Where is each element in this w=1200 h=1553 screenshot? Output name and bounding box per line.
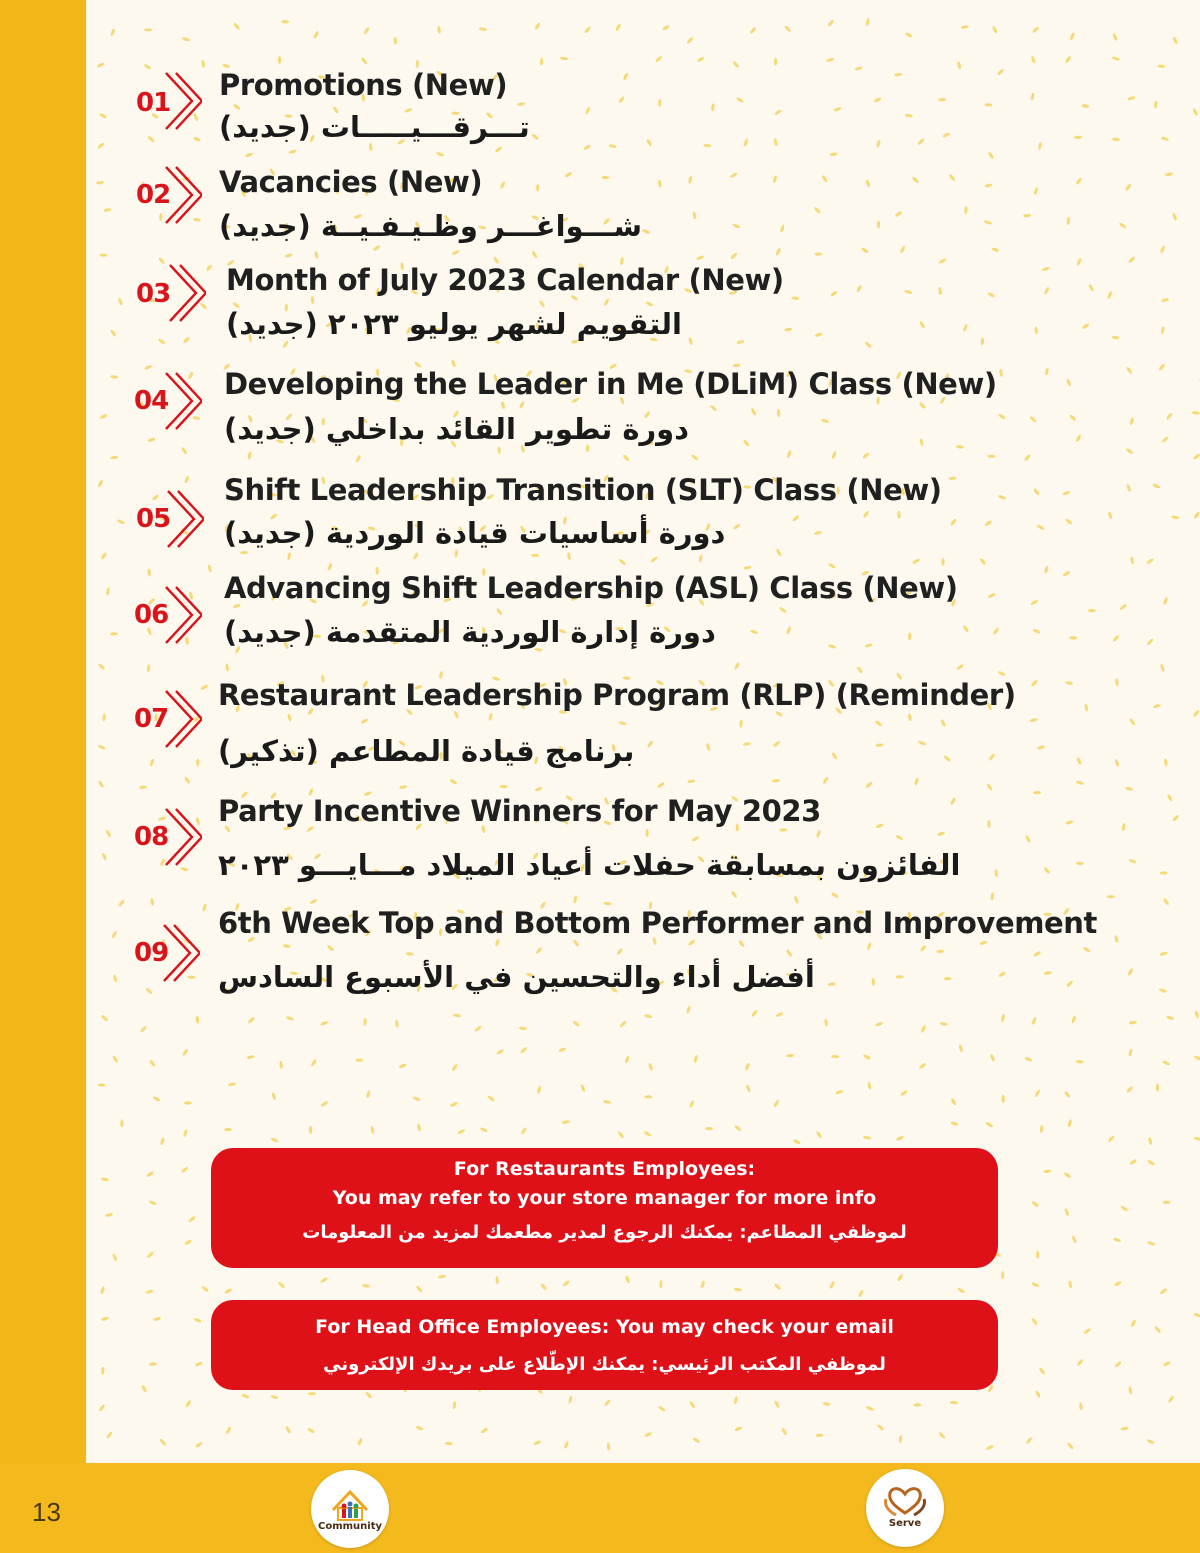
item-number: 09 — [134, 938, 169, 968]
notice-line-ar: لموظفي المطاعم: يمكنك الرجوع لمدير مطعمك لمزيد من المعلومات — [302, 1222, 907, 1243]
double-chevron-icon — [162, 688, 202, 750]
item-title-ar: دورة تطوير القائد بداخلي (جديد) — [224, 412, 690, 446]
double-chevron-icon — [162, 584, 202, 646]
double-chevron-icon — [164, 488, 204, 550]
double-chevron-icon — [166, 262, 206, 324]
item-title-en: Restaurant Leadership Program (RLP) (Reminder) — [218, 678, 1016, 712]
item-title-en: Promotions (New) — [219, 68, 508, 102]
double-chevron-icon — [162, 806, 202, 868]
restaurants-notice-banner — [211, 1148, 998, 1268]
item-number: 07 — [134, 704, 169, 734]
item-title-en: Developing the Leader in Me (DLiM) Class (New) — [224, 367, 997, 401]
item-title-ar: التقويم لشهر يوليو ٢٠٢٣ (جديد) — [226, 307, 682, 341]
item-title-en: 6th Week Top and Bottom Performer and Improvement — [218, 906, 1098, 940]
item-number: 02 — [136, 180, 171, 210]
serve-badge — [866, 1469, 944, 1547]
item-title-en: Vacancies (New) — [219, 165, 483, 199]
serve-hands-heart-icon — [866, 1469, 944, 1547]
item-title-en: Shift Leadership Transition (SLT) Class (New) — [224, 473, 942, 507]
notice-line-ar: لموظفي المكتب الرئيسي: يمكنك الإطّلاع على بريدك الإلكتروني — [323, 1354, 886, 1375]
item-title-ar: الفائزون بمسابقة حفلات أعياد الميلاد مـــايـــو ٢٠٢٣ — [218, 848, 961, 882]
item-title-ar: أفضل أداء والتحسين في الأسبوع السادس — [218, 960, 815, 994]
footer-bar — [0, 1463, 1200, 1553]
notice-line: For Restaurants Employees: — [453, 1158, 756, 1180]
item-number: 01 — [136, 88, 171, 118]
community-house-icon — [311, 1470, 389, 1548]
badge-label: Serve — [888, 1518, 922, 1529]
item-title-ar: شـــواغـــر وظـيـفـيــة (جديد) — [219, 209, 642, 243]
item-title-en: Party Incentive Winners for May 2023 — [218, 794, 821, 828]
item-title-ar: تـــرقـــيـــــات (جديد) — [219, 110, 530, 144]
item-number: 04 — [134, 386, 169, 416]
item-number: 08 — [134, 822, 169, 852]
item-number: 03 — [136, 279, 171, 309]
item-number: 06 — [134, 600, 169, 630]
page-number: 13 — [32, 1497, 61, 1527]
double-chevron-icon — [162, 370, 202, 432]
head-office-notice-banner — [211, 1300, 998, 1390]
notice-line: For Head Office Employees: You may check your email — [315, 1316, 894, 1338]
item-title-ar: برنامج قيادة المطاعم (تذكير) — [218, 734, 635, 768]
item-title-ar: دورة أساسيات قيادة الوردية (جديد) — [224, 516, 726, 550]
notice-line: You may refer to your store manager for more info — [332, 1187, 877, 1209]
double-chevron-icon — [160, 922, 200, 984]
double-chevron-icon — [162, 70, 202, 132]
item-title-ar: دورة إدارة الوردية المتقدمة (جديد) — [224, 615, 716, 649]
item-title-en: Month of July 2023 Calendar (New) — [226, 263, 784, 297]
item-number: 05 — [136, 504, 171, 534]
item-title-en: Advancing Shift Leadership (ASL) Class (New) — [224, 571, 958, 605]
badge-label: Community — [317, 1521, 382, 1532]
community-badge — [311, 1470, 389, 1548]
double-chevron-icon — [162, 164, 202, 226]
